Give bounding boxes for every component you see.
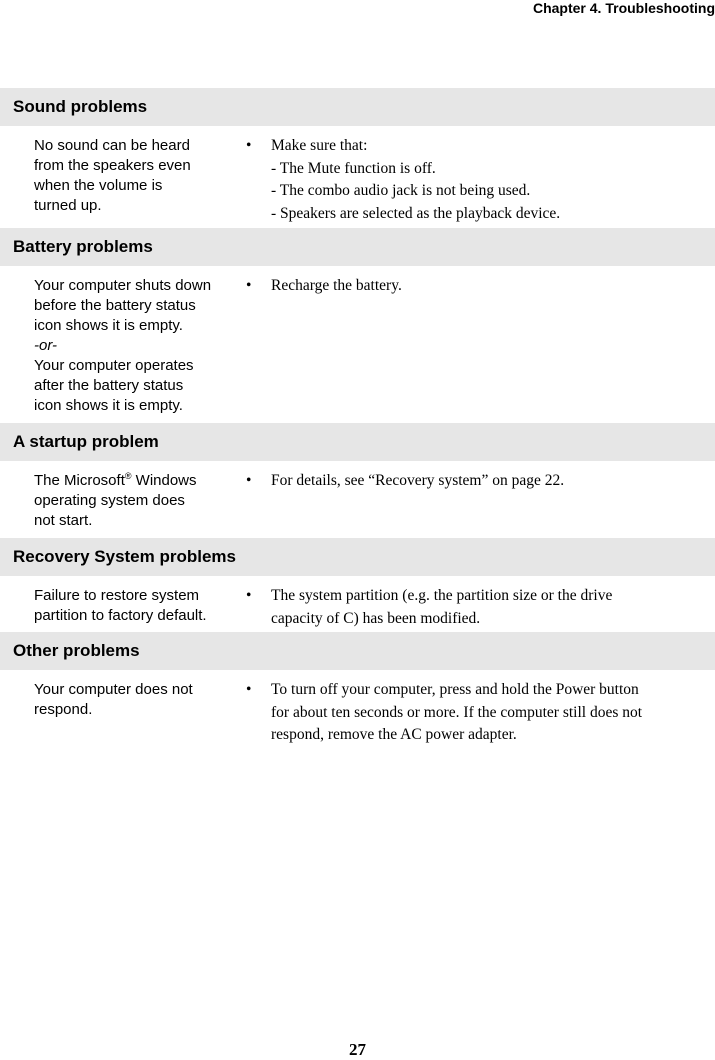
or-separator: -or-	[34, 337, 58, 354]
problem-line: partition to factory default.	[34, 607, 207, 624]
bullet-icon: •	[246, 587, 252, 604]
solution-line: For details, see “Recovery system” on page 22.	[271, 472, 565, 489]
solution-line: - The Mute function is off.	[271, 159, 436, 177]
troubleshooting-table	[0, 88, 715, 750]
problem-line: Your computer operates	[34, 357, 194, 374]
table-row-other	[0, 670, 715, 750]
problem-description	[34, 586, 234, 626]
solution-line: - The combo audio jack is not being used.	[271, 182, 531, 199]
section-heading-battery: Battery problems	[0, 228, 715, 266]
problem-line: after the battery status	[34, 377, 184, 394]
table-row-startup	[0, 461, 715, 538]
chapter-header: Chapter 4. Troubleshooting	[532, 0, 715, 16]
solution-line: respond, remove the AC power adapter.	[271, 726, 517, 743]
problem-description	[34, 680, 234, 720]
section-heading-startup: A startup problem	[0, 423, 715, 461]
solution-line: The system partition (e.g. the partition size or the drive	[271, 587, 613, 604]
solution-line: To turn off your computer, press and hold the Power button	[271, 681, 639, 698]
problem-line: when the volume is	[34, 177, 163, 194]
problem-line: before the battery status	[34, 297, 196, 314]
table-row-recovery	[0, 576, 715, 632]
solution-line: for about ten seconds or more. If the computer still does not	[271, 703, 643, 721]
problem-line: not start.	[34, 512, 93, 529]
table-row-sound	[0, 126, 715, 228]
problem-line: icon shows it is empty.	[34, 397, 183, 414]
solution-line: capacity of C) has been modified.	[271, 609, 481, 627]
problem-line: The Microsoft® Windows	[34, 471, 197, 489]
bullet-icon: •	[246, 277, 252, 294]
problem-description	[34, 276, 234, 416]
problem-line: from the speakers even	[34, 157, 191, 174]
problem-line: operating system does	[34, 492, 185, 509]
problem-line: Failure to restore system	[34, 587, 200, 604]
page-number: 27	[349, 1040, 366, 1059]
problem-description	[34, 136, 234, 216]
bullet-icon: •	[246, 137, 252, 154]
problem-line: No sound can be heard	[34, 137, 190, 154]
table-row-battery	[0, 266, 715, 423]
problem-line: respond.	[34, 701, 93, 718]
problem-line: turned up.	[34, 197, 102, 214]
registered-mark: ®	[124, 471, 132, 481]
solution-line: - Speakers are selected as the playback device.	[271, 204, 561, 222]
problem-description	[34, 471, 234, 531]
solution-line: Recharge the battery.	[271, 277, 402, 294]
solution-line: Make sure that:	[271, 137, 368, 154]
bullet-icon: •	[246, 681, 252, 698]
bullet-icon: •	[246, 472, 252, 489]
section-heading-other: Other problems	[0, 632, 715, 670]
section-heading-sound: Sound problems	[0, 88, 715, 126]
problem-line: Your computer shuts down	[34, 277, 212, 294]
section-heading-recovery: Recovery System problems	[0, 538, 715, 576]
problem-line: Your computer does not	[34, 681, 193, 698]
problem-line: icon shows it is empty.	[34, 317, 183, 334]
